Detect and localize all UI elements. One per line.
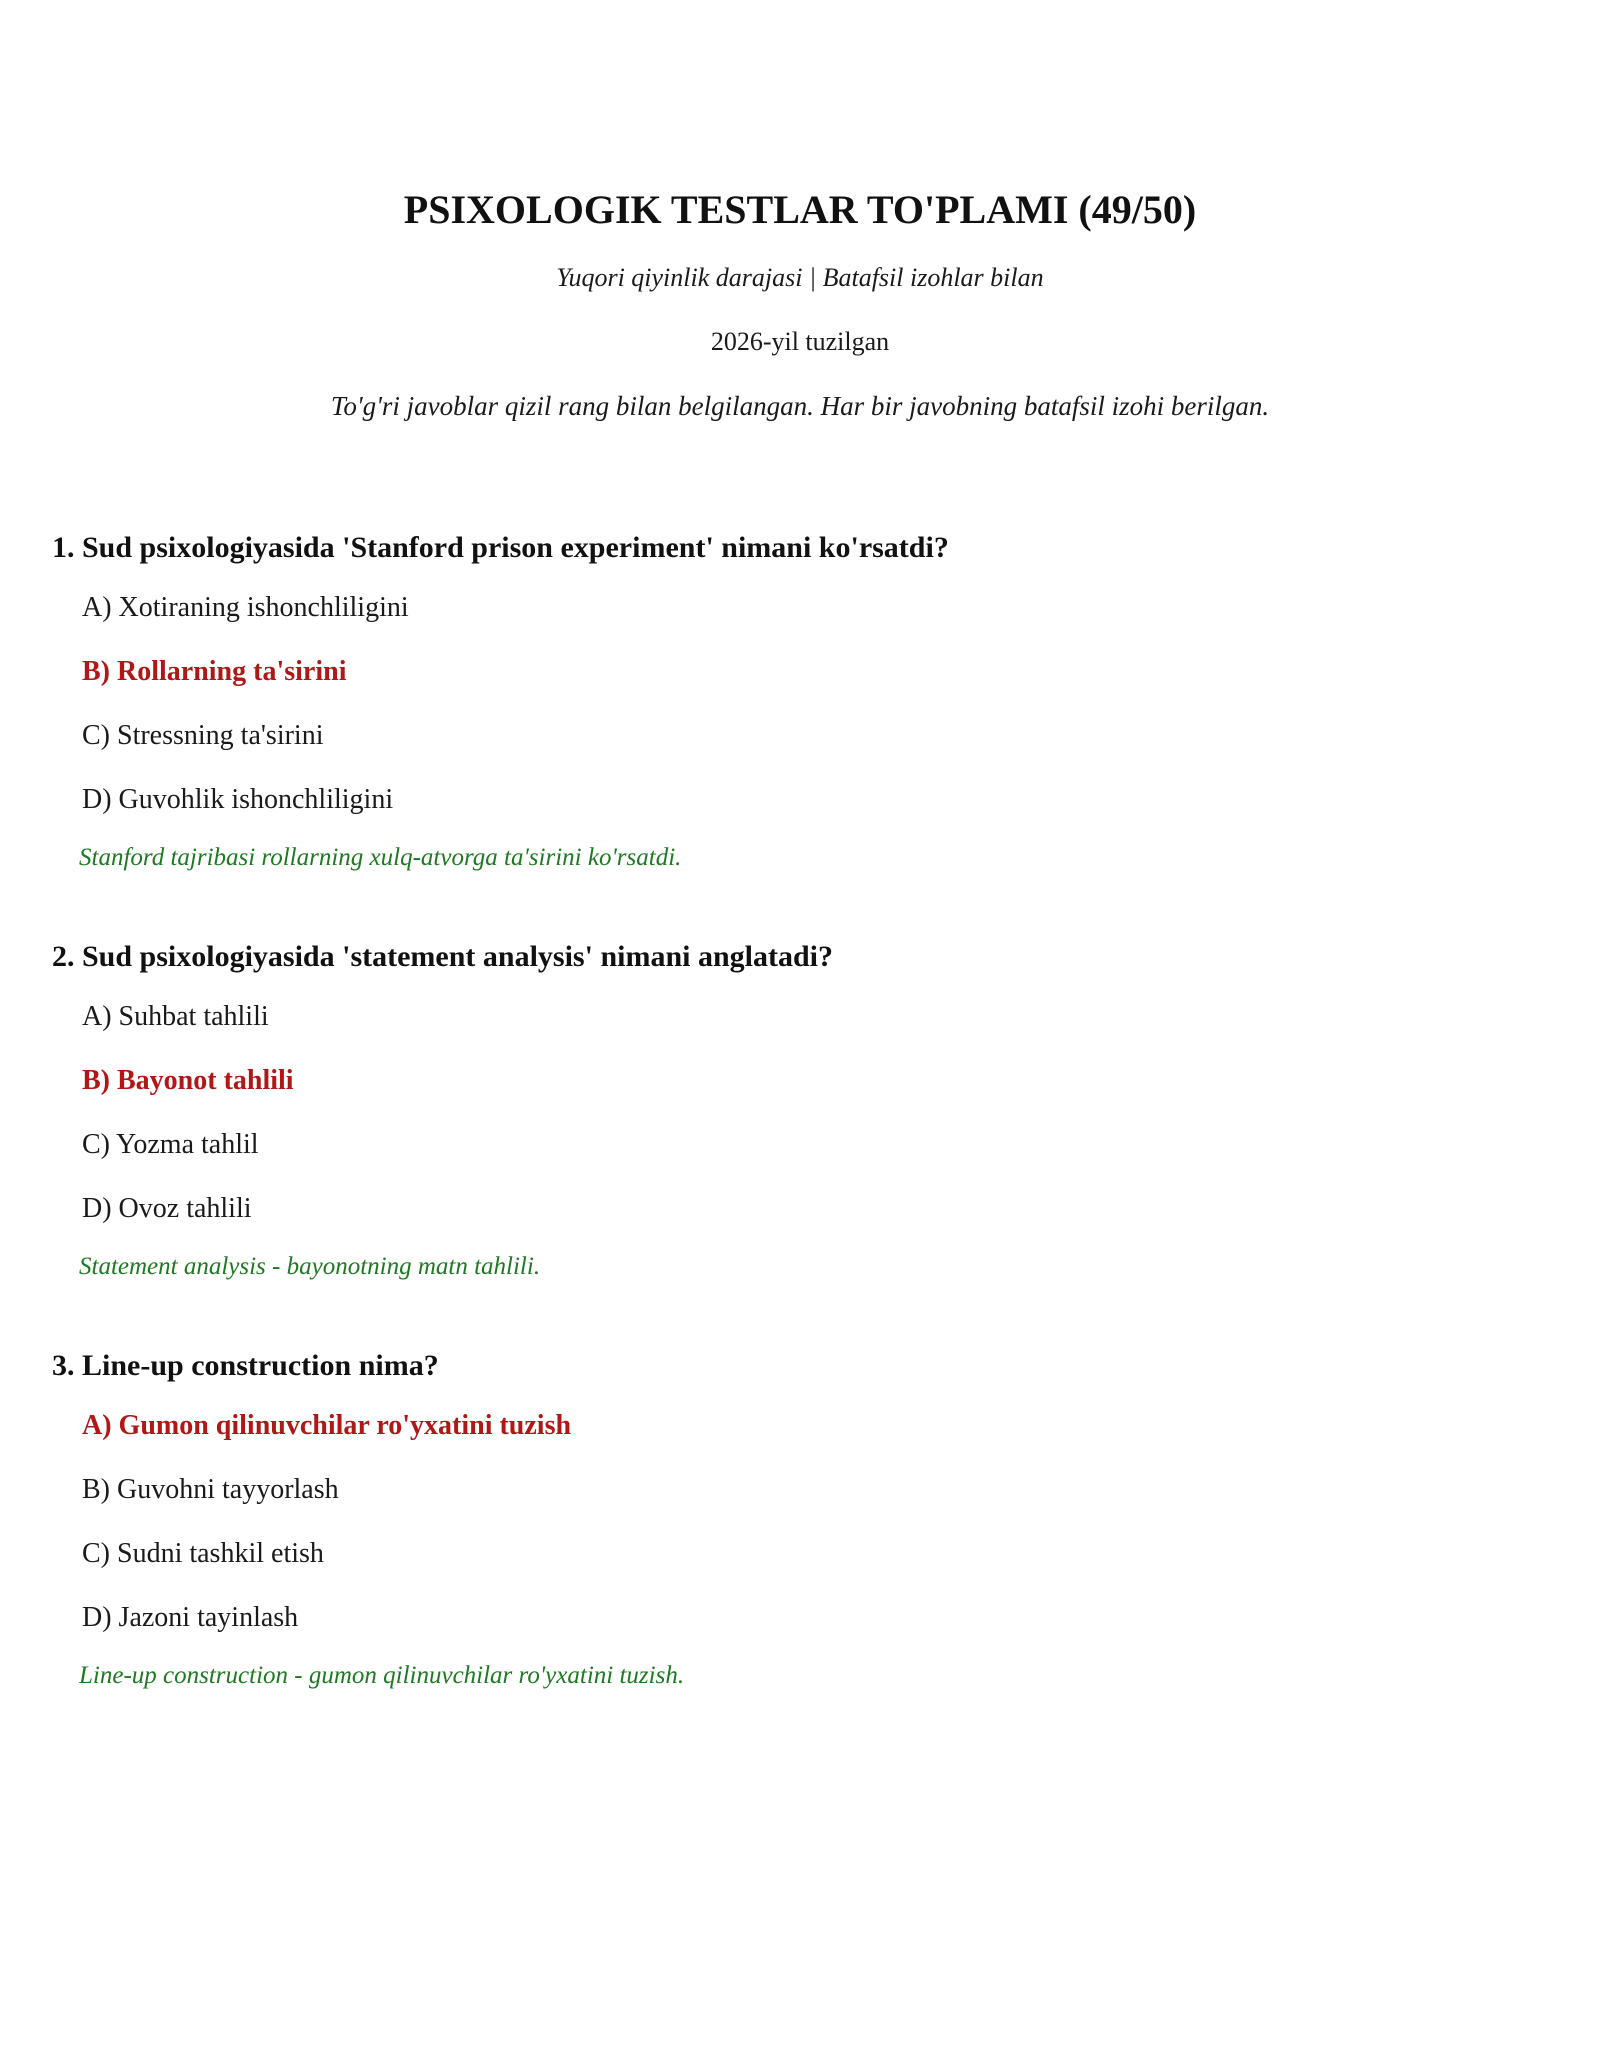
option-b: B) Guvohni tayyorlash — [82, 1474, 339, 1505]
question-text: 1. Sud psixologiyasida 'Stanford prison experiment' nimani ko'rsatdi? — [52, 531, 949, 564]
option-b-correct: B) Rollarning ta'sirini — [82, 656, 347, 687]
question-1 — [52, 528, 1552, 874]
explanation-text: Line-up construction - gumon qilinuvchilar ro'yxatini tuzish. — [79, 1662, 685, 1689]
option-a: A) Suhbat tahlili — [82, 1001, 269, 1032]
option-d: D) Guvohlik ishonchliligini — [82, 784, 394, 815]
option-b-correct: B) Bayonot tahlili — [82, 1065, 294, 1096]
page-title: PSIXOLOGIK TESTLAR TO'PLAMI (49/50) — [403, 187, 1197, 232]
question-2 — [52, 937, 1552, 1283]
question-3 — [52, 1346, 1552, 1692]
option-a: A) Xotiraning ishonchliligini — [82, 592, 409, 623]
explanation-text: Stanford tajribasi rollarning xulq-atvorga ta'sirini ko'rsatdi. — [79, 844, 682, 871]
explanation-text: Statement analysis - bayonotning matn tahlili. — [79, 1253, 541, 1280]
question-text: 3. Line-up construction nima? — [52, 1349, 439, 1382]
option-d: D) Jazoni tayinlash — [82, 1602, 299, 1633]
question-list — [52, 528, 1552, 1755]
option-c: C) Sudni tashkil etish — [82, 1538, 324, 1569]
option-c: C) Stressning ta'sirini — [82, 720, 324, 751]
instructions-note: To'g'ri javoblar qizil rang bilan belgilangan. Har bir javobning batafsil izohi berilgan. — [330, 391, 1270, 421]
document-header — [0, 185, 1600, 423]
question-text: 2. Sud psixologiyasida 'statement analysis' nimani anglatadi? — [52, 940, 833, 973]
option-c: C) Yozma tahlil — [82, 1129, 259, 1160]
option-d: D) Ovoz tahlili — [82, 1193, 252, 1224]
option-a-correct: A) Gumon qilinuvchilar ro'yxatini tuzish — [82, 1410, 572, 1441]
compiled-year: 2026-yil tuzilgan — [710, 327, 890, 356]
page-subtitle: Yuqori qiyinlik darajasi | Batafsil izohlar bilan — [556, 263, 1044, 292]
